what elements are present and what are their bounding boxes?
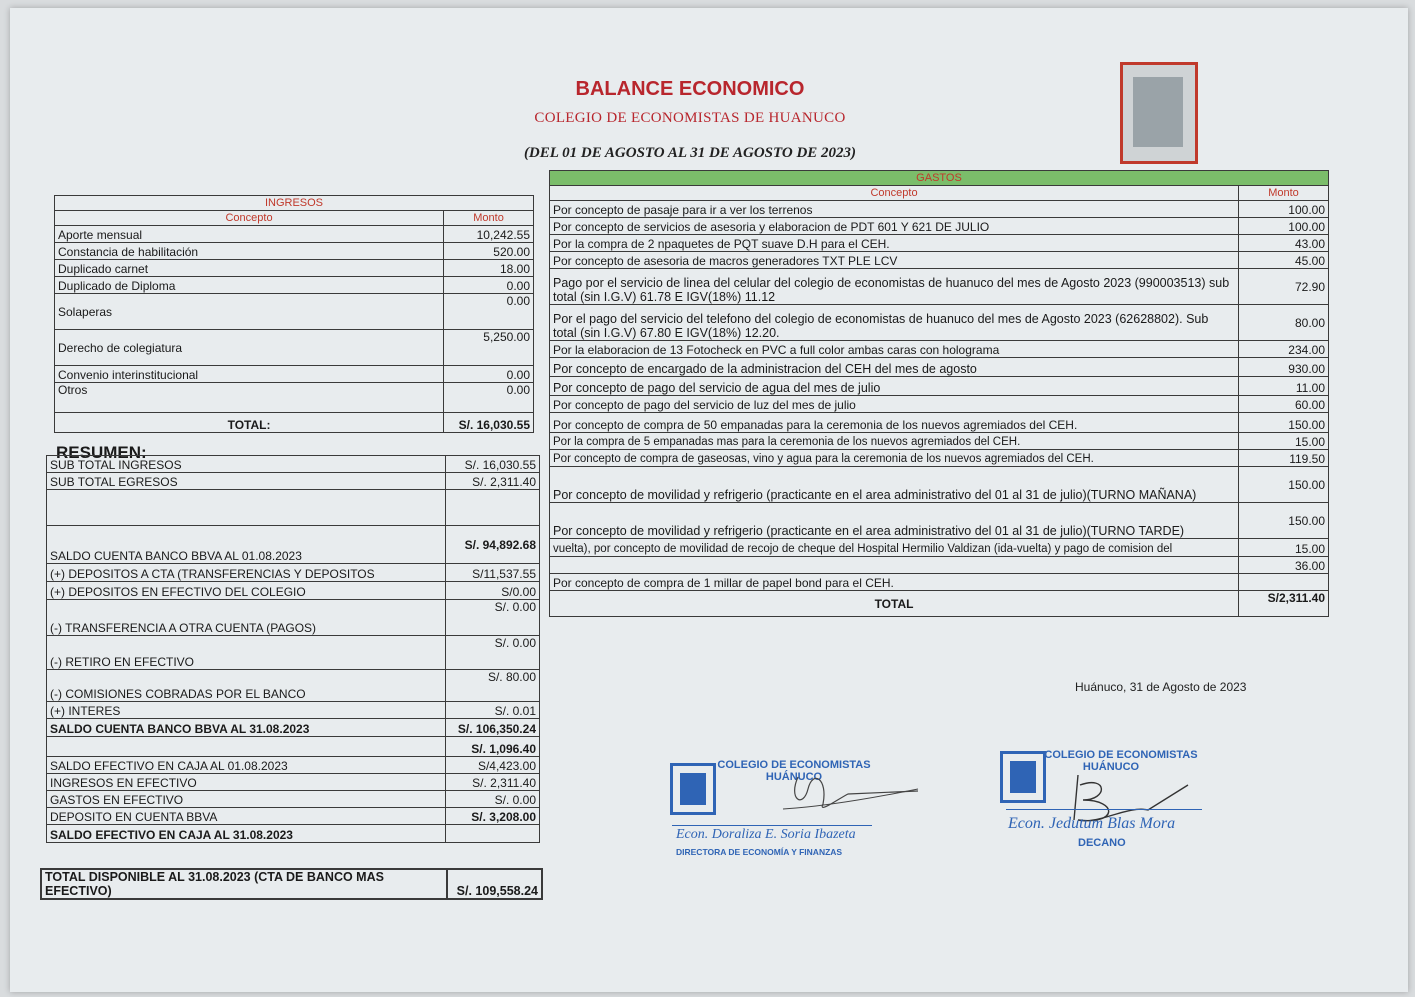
gasto-concepto: Por concepto de compra de gaseosas, vino y agua para la ceremonia de los nuevos agremiados del CEH. — [550, 450, 1239, 467]
gasto-concepto: Por concepto de pago del servicio de agua del mes de julio — [550, 377, 1239, 396]
gasto-monto: 60.00 — [1239, 396, 1329, 413]
ingreso-concepto: Duplicado carnet — [55, 260, 444, 277]
resumen-table — [46, 455, 540, 843]
ingreso-monto: 0.00 — [444, 294, 534, 330]
gasto-monto: 100.00 — [1239, 201, 1329, 218]
gasto-concepto: Por concepto de pago del servicio de luz del mes de julio — [550, 396, 1239, 413]
gasto-monto: 43.00 — [1239, 235, 1329, 252]
ingreso-concepto: Derecho de colegiatura — [55, 330, 444, 366]
table-row — [55, 294, 534, 330]
table-row — [55, 226, 534, 243]
gastos-title: GASTOS — [550, 171, 1329, 186]
gasto-monto: 36.00 — [1239, 557, 1329, 574]
table-row — [47, 737, 540, 757]
resumen-value — [446, 490, 540, 526]
ingreso-concepto: Convenio interinstitucional — [55, 366, 444, 383]
signer-name: Econ. Jedutum Blas Mora — [1008, 815, 1176, 832]
resumen-value: S/. 2,311.40 — [446, 473, 540, 490]
table-row — [47, 670, 540, 702]
ingreso-monto: 10,242.55 — [444, 226, 534, 243]
table-row — [47, 719, 540, 737]
gastos-total-label: TOTAL — [550, 591, 1239, 617]
table-row — [47, 702, 540, 719]
ingreso-monto: 0.00 — [444, 383, 534, 413]
table-row — [47, 526, 540, 564]
signature-block-decano — [998, 745, 1218, 860]
gasto-monto: 150.00 — [1239, 503, 1329, 539]
ingreso-monto: 18.00 — [444, 260, 534, 277]
college-stamp-icon — [670, 763, 716, 815]
gasto-concepto — [550, 557, 1239, 574]
resumen-value: S/. 3,208.00 — [446, 808, 540, 825]
resumen-value: S/. 80.00 — [446, 670, 540, 702]
resumen-label: SALDO EFECTIVO EN CAJA AL 01.08.2023 — [47, 757, 446, 774]
organization-name: COLEGIO DE ECONOMISTAS DE HUANUCO — [534, 110, 846, 126]
resumen-label: (+) DEPOSITOS EN EFECTIVO DEL COLEGIO — [47, 582, 446, 600]
table-row — [55, 277, 534, 294]
ingresos-title: INGRESOS — [55, 196, 534, 211]
gasto-concepto: Por concepto de compra de 50 empanadas para la ceremonia de los nuevos agremiados del CEH. — [550, 413, 1239, 433]
ingreso-monto: 5,250.00 — [444, 330, 534, 366]
resumen-value: S/. 2,311.40 — [446, 774, 540, 791]
ingreso-concepto: Aporte mensual — [55, 226, 444, 243]
table-row — [47, 825, 540, 843]
gasto-concepto: Por el pago del servicio del telefono del colegio de economistas de huanuco del mes de Agosto 2023 (62628802). Sub total (sin I.G.V) 67.80 E IGV(18%) 12.20. — [550, 305, 1239, 341]
table-row — [55, 330, 534, 366]
gasto-monto: 150.00 — [1239, 413, 1329, 433]
total-disponible-table — [40, 868, 543, 900]
resumen-value: S/. 94,892.68 — [446, 526, 540, 564]
ingresos-col-monto: Monto — [444, 211, 534, 226]
college-logo — [1120, 62, 1198, 164]
gasto-concepto: Por concepto de movilidad y refrigerio (practicante en el area administrativo del 01 al 31 de julio)(TURNO TARDE) — [550, 503, 1239, 539]
table-row — [47, 582, 540, 600]
gasto-concepto: Por concepto de encargado de la administracion del CEH del mes de agosto — [550, 358, 1239, 377]
table-row — [550, 557, 1329, 574]
ingreso-monto: 0.00 — [444, 277, 534, 294]
period-label: (DEL 01 DE AGOSTO AL 31 DE AGOSTO DE 2023) — [523, 145, 857, 161]
signer-role: DIRECTORA DE ECONOMÍA Y FINANZAS — [676, 847, 843, 857]
stamp-org-line1: COLEGIO DE ECONOMISTAS — [717, 759, 871, 771]
gasto-monto: 234.00 — [1239, 341, 1329, 358]
gasto-concepto: Por la elaboracion de 13 Fotocheck en PVC a full color ambas caras con holograma — [550, 341, 1239, 358]
resumen-label: SALDO EFECTIVO EN CAJA AL 31.08.2023 — [47, 825, 446, 843]
gasto-concepto: Por la compra de 5 empanadas mas para la ceremonia de los nuevos agremiados del CEH. — [550, 433, 1239, 450]
resumen-label: SUB TOTAL EGRESOS — [47, 473, 446, 490]
table-row — [550, 433, 1329, 450]
resumen-label: SALDO CUENTA BANCO BBVA AL 31.08.2023 — [47, 719, 446, 737]
table-row — [550, 305, 1329, 341]
resumen-value: S/. 0.00 — [446, 600, 540, 636]
gastos-table — [549, 170, 1329, 617]
resumen-value: S/. 106,350.24 — [446, 719, 540, 737]
gasto-monto — [1239, 574, 1329, 591]
gasto-monto: 100.00 — [1239, 218, 1329, 235]
table-row — [550, 341, 1329, 358]
table-row — [55, 260, 534, 277]
gasto-monto: 15.00 — [1239, 433, 1329, 450]
table-row — [550, 539, 1329, 557]
gasto-monto: 119.50 — [1239, 450, 1329, 467]
table-row — [550, 358, 1329, 377]
gasto-concepto: Por concepto de movilidad y refrigerio (practicante en el area administrativo del 01 al 31 de julio)(TURNO MAÑANA) — [550, 467, 1239, 503]
resumen-label: (-) TRANSFERENCIA A OTRA CUENTA (PAGOS) — [47, 600, 446, 636]
table-row — [47, 636, 540, 670]
gasto-monto: 150.00 — [1239, 467, 1329, 503]
ingreso-concepto: Solaperas — [55, 294, 444, 330]
resumen-label: (+) DEPOSITOS A CTA (TRANSFERENCIAS Y DEPOSITOS — [47, 564, 446, 582]
table-row — [550, 396, 1329, 413]
table-row — [550, 269, 1329, 305]
table-row — [550, 574, 1329, 591]
gastos-col-monto: Monto — [1239, 186, 1329, 201]
resumen-label: (+) INTERES — [47, 702, 446, 719]
signature-line — [672, 825, 872, 826]
total-disponible-value: S/. 109,558.24 — [447, 869, 542, 899]
table-row — [550, 235, 1329, 252]
resumen-label: GASTOS EN EFECTIVO — [47, 791, 446, 808]
table-row — [47, 791, 540, 808]
gasto-concepto: Por concepto de servicios de asesoria y elaboracion de PDT 601 Y 621 DE JULIO — [550, 218, 1239, 235]
signer-name: Econ. Doraliza E. Soria Ibazeta — [676, 827, 856, 842]
resumen-label: INGRESOS EN EFECTIVO — [47, 774, 446, 791]
ingreso-concepto: Otros — [55, 383, 444, 413]
handwritten-signature — [728, 769, 928, 829]
resumen-value — [446, 825, 540, 843]
ingreso-concepto: Duplicado de Diploma — [55, 277, 444, 294]
ingresos-table — [54, 195, 534, 433]
ingreso-monto: 0.00 — [444, 366, 534, 383]
table-row — [55, 383, 534, 413]
gasto-concepto: vuelta), por concepto de movilidad de recojo de cheque del Hospital Hermilio Valdizan (ida-vuelta) y pago de comision del — [550, 539, 1239, 557]
table-row — [47, 564, 540, 582]
signature-block-directora — [668, 755, 888, 865]
stamp-org-line1: COLEGIO DE ECONOMISTAS — [1044, 749, 1198, 761]
ingreso-monto: 520.00 — [444, 243, 534, 260]
gasto-concepto: Por concepto de asesoria de macros generadores TXT PLE LCV — [550, 252, 1239, 269]
gasto-monto: 11.00 — [1239, 377, 1329, 396]
resumen-value: S/. 0.00 — [446, 636, 540, 670]
gastos-col-concepto: Concepto — [550, 186, 1239, 201]
table-row — [55, 243, 534, 260]
table-row — [550, 252, 1329, 269]
resumen-label — [47, 490, 446, 526]
gasto-monto: 72.90 — [1239, 269, 1329, 305]
resumen-label: SALDO CUENTA BANCO BBVA AL 01.08.2023 — [47, 526, 446, 564]
resumen-value: S/. 0.00 — [446, 791, 540, 808]
table-row — [47, 456, 540, 473]
resumen-value: S/11,537.55 — [446, 564, 540, 582]
gasto-concepto: Por concepto de compra de 1 millar de papel bond para el CEH. — [550, 574, 1239, 591]
resumen-label: (-) RETIRO EN EFECTIVO — [47, 636, 446, 670]
ingresos-col-concepto: Concepto — [55, 211, 444, 226]
table-row — [47, 808, 540, 825]
table-row — [550, 377, 1329, 396]
resumen-value: S/. 16,030.55 — [446, 456, 540, 473]
gasto-monto: 45.00 — [1239, 252, 1329, 269]
table-row — [550, 503, 1329, 539]
resumen-value: S/4,423.00 — [446, 757, 540, 774]
gasto-concepto: Por la compra de 2 npaquetes de PQT suave D.H para el CEH. — [550, 235, 1239, 252]
ingreso-concepto: Constancia de habilitación — [55, 243, 444, 260]
table-row — [550, 218, 1329, 235]
resumen-label: SUB TOTAL INGRESOS — [47, 456, 446, 473]
table-row — [47, 774, 540, 791]
gasto-concepto: Por concepto de pasaje para ir a ver los terrenos — [550, 201, 1239, 218]
logo-image — [1133, 77, 1183, 147]
gasto-monto: 15.00 — [1239, 539, 1329, 557]
resumen-value: S/. 0.01 — [446, 702, 540, 719]
resumen-value: S/. 1,096.40 — [446, 737, 540, 757]
gasto-monto: 80.00 — [1239, 305, 1329, 341]
resumen-label: DEPOSITO EN CUENTA BBVA — [47, 808, 446, 825]
stamp-org-line2: HUÁNUCO — [765, 771, 823, 783]
signer-role: DECANO — [1078, 837, 1126, 849]
resumen-label — [47, 737, 446, 757]
table-row — [47, 473, 540, 490]
resumen-title: RESUMEN: — [56, 443, 147, 462]
table-row — [550, 201, 1329, 218]
gasto-concepto: Pago por el servicio de linea del celular del colegio de economistas de huanuco del mes de Agosto 2023 (990003513) sub total (sin I.G.V) 61.78 E IGV(18%) 11.12 — [550, 269, 1239, 305]
table-row — [550, 467, 1329, 503]
ingresos-total-label: TOTAL: — [55, 413, 444, 433]
table-row — [47, 757, 540, 774]
gastos-total-value: S/2,311.40 — [1239, 591, 1329, 617]
table-row — [47, 600, 540, 636]
stamp-org-line2: HUÁNUCO — [1082, 761, 1140, 773]
signature-line — [1006, 809, 1202, 810]
table-row — [550, 413, 1329, 433]
resumen-label: (-) COMISIONES COBRADAS POR EL BANCO — [47, 670, 446, 702]
resumen-value: S/0.00 — [446, 582, 540, 600]
document-title: BALANCE ECONOMICO — [575, 78, 805, 100]
document-date: Huánuco, 31 de Agosto de 2023 — [1075, 680, 1247, 694]
table-row — [550, 450, 1329, 467]
total-disponible-label: TOTAL DISPONIBLE AL 31.08.2023 (CTA DE BANCO MAS EFECTIVO) — [41, 869, 447, 899]
gasto-monto: 930.00 — [1239, 358, 1329, 377]
table-row — [55, 366, 534, 383]
ingresos-total-value: S/. 16,030.55 — [444, 413, 534, 433]
table-row — [47, 490, 540, 526]
